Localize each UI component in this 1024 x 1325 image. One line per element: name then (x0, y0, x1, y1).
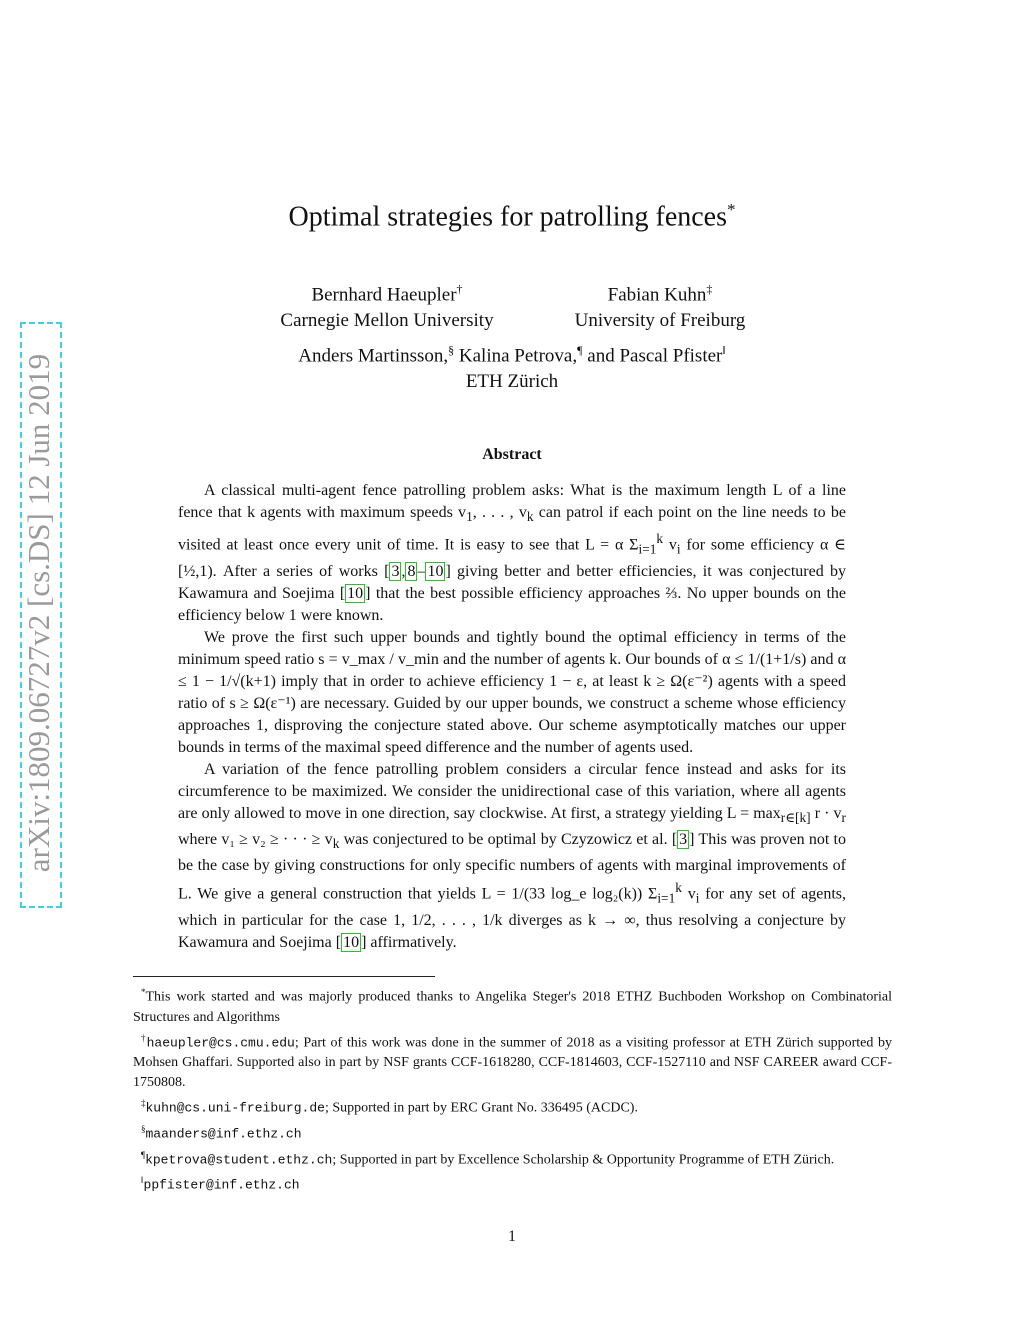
footnote-mark: § (141, 1123, 146, 1134)
text-run: , (401, 562, 406, 580)
arxiv-stamp-text: arXiv:1809.06727v2 [cs.DS] 12 Jun 2019 (21, 353, 56, 873)
abstract-paragraph-2: We prove the first such upper bounds and tightly bound the optimal efficiency in terms of the minimum speed ratio s = v_max / v_min and the number of agents k. Our bounds of α ≤ 1/(1+1/s) and α ≤ 1 − 1/√(k+1) imply that in order to achieve efficiency 1 − ε, at least k ≥ Ω(ε⁻²) agents with a speed ratio of s ≥ Ω(ε⁻¹) are necessary. Guided by our upper bounds, we construct a scheme whose efficiency approaches 1, disproving the conjecture stated above. Our scheme asymptotically matches our upper bounds in terms of the maximal speed difference and the number of agents used. (178, 628, 847, 756)
text-run: ] affirmatively. (361, 933, 457, 951)
citation-link[interactable]: 10 (427, 562, 444, 580)
footnote-mark: † (141, 1032, 147, 1043)
author-block-3 (0, 337, 1024, 395)
author-name (556, 276, 764, 308)
author-affiliation: ETH Zürich (465, 371, 559, 393)
citation-link[interactable]: 3 (679, 830, 688, 848)
author-footnote-mark[interactable]: ‡ (706, 282, 713, 296)
email-link[interactable]: maanders@inf.ethz.ch (145, 1126, 302, 1142)
email-link[interactable]: kpetrova@student.ethz.ch (145, 1152, 333, 1168)
text-run: for any set of agents, which in particular for the case 1, 1/2, . . . , 1/k diverges as k → ∞, thus resolving a conjecture by Kawamura and Soejima [ (178, 885, 847, 951)
text-run: ] that the best possible efficiency approaches ⅔. No upper bounds on the efficiency below 1 were known. (178, 584, 846, 624)
text-run: A classical multi-agent fence patrolling problem asks: What is the maximum length L of a line fence that k agents with maximum speeds v (178, 482, 846, 521)
text-run: A variation of the fence patrolling problem considers a circular fence instead and asks for its circumference to be maximized. We consider the unidirectional case of this variation, where all agents are only allowed to move in one direction, say clockwise. At first, a strategy yielding L = max (178, 760, 846, 822)
footnote-text: This work started and was majorly produced thanks to Angelika Steger's 2018 ETHZ Buchboden Workshop on Combinatorial Structures and Algorithms (133, 989, 892, 1025)
footnotes (133, 982, 892, 1196)
author-block-1 (266, 276, 508, 334)
footnote-1 (133, 982, 892, 1028)
footnote-mark: ‖ (141, 1175, 144, 1186)
superscript: k (675, 880, 682, 896)
footnote-mark: ‡ (141, 1098, 146, 1109)
text-run: v (681, 885, 696, 903)
footnote-divider (133, 976, 435, 977)
text-run: v (663, 536, 677, 554)
subscript: k (526, 509, 534, 525)
footnote-mark: ¶ (141, 1149, 146, 1160)
footnote-text: ; Supported in part by Excellence Scholarship & Opportunity Programme of ETH Zürich. (332, 1152, 835, 1168)
text-run: ] This was proven not to be the case by giving constructions for only specific numbers of agents with marginal improvements of L. We give a general construction that yields L = 1/(33 log_e log₂(k)) Σ (178, 830, 846, 903)
author-name-text: Fabian Kuhn (607, 284, 707, 306)
text-run: ] giving better and better efficiencies, it was conjectured by Kawamura and Soejima [ (178, 562, 847, 602)
text-run: r · v (810, 804, 842, 822)
abstract-paragraph-1 (178, 480, 846, 627)
text-run: where v₁ ≥ v₂ ≥ · · · ≥ v (178, 830, 333, 848)
author-name (266, 276, 508, 308)
author-footnote-mark[interactable]: § (448, 343, 455, 357)
subscript: i (676, 541, 681, 557)
subscript: k (332, 836, 340, 852)
author-affiliation: Carnegie Mellon University (280, 310, 494, 332)
subscript: r∈[k] (780, 809, 811, 825)
citation-link[interactable]: 8 (407, 562, 416, 580)
footnote-text: ; Supported in part by ERC Grant No. 336495 (ACDC). (324, 1100, 638, 1116)
text-run: can patrol if each point on the line needs to be visited at least once every unit of time. It is easy to see that L = α Σ (178, 504, 847, 554)
footnote-2 (133, 1028, 892, 1094)
email-link[interactable]: haeupler@cs.cmu.edu (146, 1035, 295, 1051)
author-affiliation: University of Freiburg (574, 310, 746, 332)
footnote-text: ; Part of this work was done in the summer of 2018 as a visiting professor at ETH Zürich supported by Mohsen Ghaffari. Supported also in part by NSF grants CCF-1618280, CCF-1814603, CCF-1527110 and NSF CAREER award CCF-1750808. (133, 1035, 892, 1091)
subscript: 1 (466, 509, 473, 525)
subscript: r (841, 809, 846, 825)
text-run: was conjectured to be optimal by Czyzowicz et al. [ (339, 830, 678, 848)
abstract-paragraph-3 (178, 759, 846, 954)
citation-link[interactable]: 3 (391, 562, 400, 580)
author-names-eth (0, 337, 1024, 369)
footnote-mark: * (141, 987, 146, 997)
paper-title-text: Optimal strategies for patrolling fences (288, 201, 728, 233)
author-name-text: Bernhard Haeupler (311, 284, 457, 306)
paper-title (0, 200, 1024, 233)
author-block-2 (556, 276, 764, 334)
footnote-5 (133, 1145, 892, 1171)
superscript: k (656, 531, 664, 547)
citation-link[interactable]: 10 (347, 584, 364, 602)
arxiv-stamp[interactable] (20, 322, 60, 906)
text-run: – (417, 562, 426, 580)
email-link[interactable]: kuhn@cs.uni-freiburg.de (145, 1100, 325, 1116)
page-number: 1 (508, 1228, 516, 1245)
subscript: i=1 (657, 890, 676, 906)
author-name-text: Kalina Petrova, (454, 345, 578, 367)
text-run: , . . . , v (472, 504, 527, 521)
title-footnote-mark[interactable]: * (727, 200, 736, 219)
author-footnote-mark[interactable]: ¶ (577, 343, 583, 357)
abstract-heading: Abstract (482, 446, 542, 463)
text-run: for some efficiency α ∈ [½,1). After a series of works [ (178, 536, 847, 580)
footnote-4 (133, 1119, 892, 1145)
abstract-body (178, 480, 846, 954)
footnote-3 (133, 1093, 892, 1119)
author-footnote-mark[interactable]: † (456, 282, 463, 296)
author-name-text: Anders Martinsson, (298, 345, 449, 367)
email-link[interactable]: ppfister@inf.ethz.ch (143, 1177, 300, 1193)
citation-link[interactable]: 10 (343, 933, 360, 951)
author-footnote-mark[interactable]: ‖ (722, 343, 726, 357)
subscript: i=1 (638, 541, 657, 557)
footnote-6 (133, 1170, 892, 1196)
author-name-text: and Pascal Pfister (582, 345, 723, 367)
subscript: i (695, 890, 700, 906)
